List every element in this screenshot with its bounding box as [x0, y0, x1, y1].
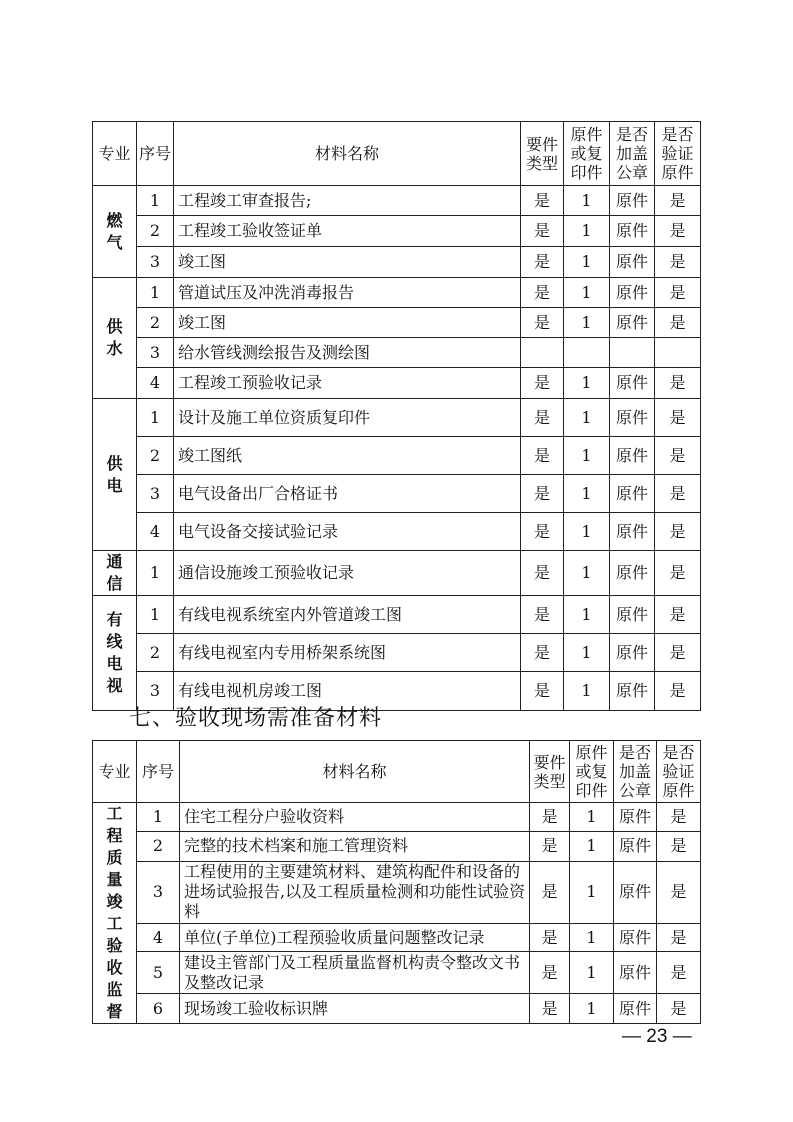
- seq-cell: 3: [137, 861, 180, 924]
- stamp-cell: 原件: [614, 861, 657, 924]
- header-specialty: 专业: [93, 741, 137, 803]
- material-name-cell: 有线电视机房竣工图: [174, 672, 521, 711]
- seq-cell: 2: [137, 634, 174, 672]
- original-or-copy-cell: 1: [564, 186, 610, 216]
- stamp-cell: 原件: [610, 513, 655, 551]
- original-or-copy-cell: 1: [570, 861, 614, 924]
- table-row: [93, 247, 701, 278]
- original-or-copy-cell: 1: [570, 803, 614, 832]
- required-type-cell: 是: [521, 672, 564, 711]
- header-seq: 序号: [137, 122, 174, 186]
- required-type-cell: 是: [530, 952, 570, 994]
- required-type-cell: 是: [521, 634, 564, 672]
- original-or-copy-cell: 1: [564, 216, 610, 247]
- original-or-copy-cell: 1: [564, 551, 610, 596]
- material-name-cell: 电气设备交接试验记录: [174, 513, 521, 551]
- table-header-row: [93, 122, 701, 186]
- table-row: [93, 831, 701, 861]
- stamp-cell: 原件: [610, 368, 655, 399]
- specialty-cell: 工程质量竣工验收监督: [93, 803, 137, 1024]
- original-or-copy-cell: 1: [564, 399, 610, 437]
- verify-original-cell: 是: [655, 475, 701, 513]
- verify-original-cell: 是: [655, 308, 701, 338]
- header-stamp: 是否加盖公章: [610, 122, 655, 186]
- stamp-cell: [610, 338, 655, 368]
- required-type-cell: 是: [521, 368, 564, 399]
- table-row: [93, 186, 701, 216]
- stamp-cell: 原件: [610, 596, 655, 634]
- original-or-copy-cell: 1: [570, 994, 614, 1024]
- table-row: [93, 994, 701, 1024]
- original-or-copy-cell: 1: [564, 368, 610, 399]
- required-type-cell: 是: [521, 513, 564, 551]
- materials-table-utilities: [92, 121, 701, 711]
- stamp-cell: 原件: [614, 924, 657, 952]
- original-or-copy-cell: 1: [564, 596, 610, 634]
- required-type-cell: 是: [521, 551, 564, 596]
- material-name-cell: 电气设备出厂合格证书: [174, 475, 521, 513]
- stamp-cell: 原件: [610, 551, 655, 596]
- required-type-cell: 是: [530, 994, 570, 1024]
- header-original-or-copy: 原件或复印件: [564, 122, 610, 186]
- table-row: [93, 803, 701, 832]
- seq-cell: 1: [137, 803, 180, 832]
- required-type-cell: 是: [521, 399, 564, 437]
- verify-original-cell: 是: [655, 399, 701, 437]
- table-row: [93, 596, 701, 634]
- material-name-cell: 完整的技术档案和施工管理资料: [180, 831, 530, 861]
- verify-original-cell: 是: [655, 513, 701, 551]
- required-type-cell: 是: [521, 186, 564, 216]
- stamp-cell: 原件: [610, 186, 655, 216]
- material-name-cell: 工程竣工预验收记录: [174, 368, 521, 399]
- specialty-cell: 供电: [93, 399, 137, 551]
- stamp-cell: 原件: [610, 672, 655, 711]
- material-name-cell: 竣工图纸: [174, 437, 521, 475]
- header-material-name: 材料名称: [180, 741, 530, 803]
- materials-table-site-acceptance: [92, 740, 701, 1024]
- header-stamp: 是否加盖公章: [614, 741, 657, 803]
- original-or-copy-cell: 1: [570, 924, 614, 952]
- verify-original-cell: [655, 338, 701, 368]
- original-or-copy-cell: 1: [564, 308, 610, 338]
- stamp-cell: 原件: [610, 308, 655, 338]
- stamp-cell: 原件: [610, 475, 655, 513]
- header-verify-original: 是否验证原件: [657, 741, 701, 803]
- header-specialty: 专业: [93, 122, 137, 186]
- verify-original-cell: 是: [657, 952, 701, 994]
- material-name-cell: 现场竣工验收标识牌: [180, 994, 530, 1024]
- seq-cell: 6: [137, 994, 180, 1024]
- table-row: [93, 216, 701, 247]
- stamp-cell: 原件: [610, 399, 655, 437]
- header-required-type: 要件类型: [521, 122, 564, 186]
- verify-original-cell: 是: [655, 186, 701, 216]
- material-name-cell: 竣工图: [174, 247, 521, 278]
- original-or-copy-cell: 1: [564, 278, 610, 308]
- seq-cell: 2: [137, 308, 174, 338]
- seq-cell: 4: [137, 513, 174, 551]
- verify-original-cell: 是: [655, 551, 701, 596]
- table-row: [93, 634, 701, 672]
- header-required-type: 要件类型: [530, 741, 570, 803]
- specialty-cell: 供水: [93, 278, 137, 399]
- material-name-cell: 通信设施竣工预验收记录: [174, 551, 521, 596]
- required-type-cell: 是: [521, 308, 564, 338]
- table-header-row: [93, 741, 701, 803]
- verify-original-cell: 是: [657, 861, 701, 924]
- header-original-or-copy: 原件或复印件: [570, 741, 614, 803]
- stamp-cell: 原件: [614, 831, 657, 861]
- seq-cell: 2: [137, 831, 180, 861]
- material-name-cell: 设计及施工单位资质复印件: [174, 399, 521, 437]
- seq-cell: 2: [137, 437, 174, 475]
- stamp-cell: 原件: [610, 437, 655, 475]
- required-type-cell: 是: [530, 924, 570, 952]
- stamp-cell: 原件: [614, 994, 657, 1024]
- table-row: [93, 437, 701, 475]
- stamp-cell: 原件: [610, 634, 655, 672]
- stamp-cell: 原件: [610, 278, 655, 308]
- table-row: [93, 399, 701, 437]
- table-row: [93, 338, 701, 368]
- material-name-cell: 竣工图: [174, 308, 521, 338]
- required-type-cell: 是: [530, 861, 570, 924]
- table-row: [93, 551, 701, 596]
- material-name-cell: 给水管线测绘报告及测绘图: [174, 338, 521, 368]
- header-verify-original: 是否验证原件: [655, 122, 701, 186]
- original-or-copy-cell: 1: [564, 672, 610, 711]
- seq-cell: 3: [137, 672, 174, 711]
- required-type-cell: 是: [521, 596, 564, 634]
- verify-original-cell: 是: [657, 803, 701, 832]
- verify-original-cell: 是: [655, 278, 701, 308]
- table-row: [93, 513, 701, 551]
- seq-cell: 1: [137, 596, 174, 634]
- seq-cell: 1: [137, 551, 174, 596]
- table-row: [93, 924, 701, 952]
- table-row: [93, 308, 701, 338]
- verify-original-cell: 是: [655, 634, 701, 672]
- required-type-cell: 是: [530, 803, 570, 832]
- required-type-cell: 是: [521, 278, 564, 308]
- page-number: — 23 —: [622, 1026, 692, 1047]
- specialty-cell: 燃气: [93, 186, 137, 278]
- original-or-copy-cell: 1: [564, 475, 610, 513]
- verify-original-cell: 是: [657, 831, 701, 861]
- section-title: 七、验收现场需准备材料: [129, 706, 383, 731]
- material-name-cell: 单位(子单位)工程预验收质量问题整改记录: [180, 924, 530, 952]
- material-name-cell: 工程竣工验收签证单: [174, 216, 521, 247]
- verify-original-cell: 是: [655, 672, 701, 711]
- header-seq: 序号: [137, 741, 180, 803]
- required-type-cell: 是: [530, 831, 570, 861]
- seq-cell: 5: [137, 952, 180, 994]
- material-name-cell: 有线电视系统室内外管道竣工图: [174, 596, 521, 634]
- required-type-cell: [521, 338, 564, 368]
- stamp-cell: 原件: [614, 803, 657, 832]
- material-name-cell: 建设主管部门及工程质量监督机构责令整改文书及整改记录: [180, 952, 530, 994]
- table-row: [93, 861, 701, 924]
- verify-original-cell: 是: [655, 368, 701, 399]
- seq-cell: 4: [137, 368, 174, 399]
- specialty-cell: 有线电视: [93, 596, 137, 711]
- original-or-copy-cell: 1: [564, 437, 610, 475]
- verify-original-cell: 是: [655, 247, 701, 278]
- seq-cell: 3: [137, 475, 174, 513]
- original-or-copy-cell: 1: [564, 247, 610, 278]
- seq-cell: 3: [137, 247, 174, 278]
- seq-cell: 3: [137, 338, 174, 368]
- seq-cell: 2: [137, 216, 174, 247]
- seq-cell: 4: [137, 924, 180, 952]
- required-type-cell: 是: [521, 437, 564, 475]
- required-type-cell: 是: [521, 216, 564, 247]
- material-name-cell: 管道试压及冲洗消毒报告: [174, 278, 521, 308]
- material-name-cell: 住宅工程分户验收资料: [180, 803, 530, 832]
- required-type-cell: 是: [521, 475, 564, 513]
- table-row: [93, 475, 701, 513]
- stamp-cell: 原件: [610, 247, 655, 278]
- seq-cell: 1: [137, 399, 174, 437]
- verify-original-cell: 是: [657, 924, 701, 952]
- table-row: [93, 278, 701, 308]
- header-material-name: 材料名称: [174, 122, 521, 186]
- original-or-copy-cell: 1: [570, 831, 614, 861]
- stamp-cell: 原件: [614, 952, 657, 994]
- seq-cell: 1: [137, 278, 174, 308]
- original-or-copy-cell: 1: [564, 513, 610, 551]
- stamp-cell: 原件: [610, 216, 655, 247]
- required-type-cell: 是: [521, 247, 564, 278]
- verify-original-cell: 是: [655, 596, 701, 634]
- original-or-copy-cell: 1: [570, 952, 614, 994]
- material-name-cell: 工程竣工审查报告;: [174, 186, 521, 216]
- specialty-cell: 通信: [93, 551, 137, 596]
- table-row: [93, 952, 701, 994]
- verify-original-cell: 是: [657, 994, 701, 1024]
- verify-original-cell: 是: [655, 437, 701, 475]
- material-name-cell: 工程使用的主要建筑材料、建筑构配件和设备的进场试验报告,以及工程质量检测和功能性试验资料: [180, 861, 530, 924]
- original-or-copy-cell: 1: [564, 634, 610, 672]
- material-name-cell: 有线电视室内专用桥架系统图: [174, 634, 521, 672]
- original-or-copy-cell: [564, 338, 610, 368]
- table-row: [93, 368, 701, 399]
- seq-cell: 1: [137, 186, 174, 216]
- verify-original-cell: 是: [655, 216, 701, 247]
